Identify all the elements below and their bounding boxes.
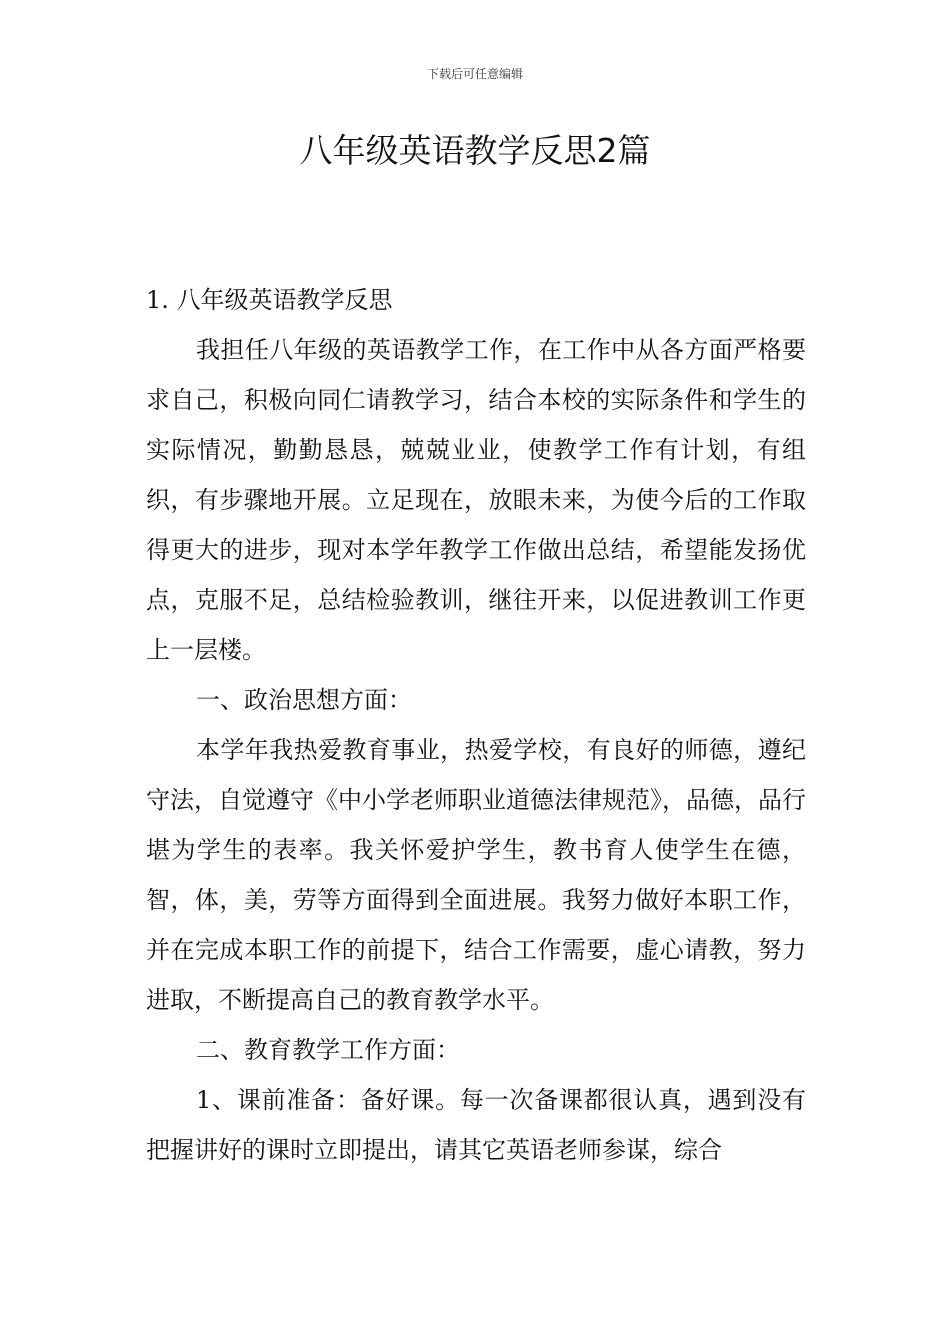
paragraph-politics: 本学年我热爱教育事业，热爱学校，有良好的师德，遵纪守法，自觉遵守《中小学老师职业道德法律规范》，品德，品行堪为学生的表率。我关怀爱护学生，教书育人使学生在德，智，体，美，劳等方面得到全面进展。我努力做好本职工作，并在完成本职工作的前提下，结合工作需要，虚心请教，努力进取，不断提高自己的教育教学水平。 — [146, 736, 806, 1014]
header-note: 下载后可任意编辑 — [426, 67, 523, 81]
paragraph-heading-politics: 一、政治思想方面： — [196, 686, 412, 714]
document-title: 八年级英语教学反思2篇 — [299, 131, 651, 170]
paragraph-intro: 我担任八年级的英语教学工作，在工作中从各方面严格要求自己，积极向同仁请教学习，结合本校的实际条件和学生的实际情况，勤勤恳恳，兢兢业业，使教学工作有计划，有组织，有步骤地开展。立足现在，放眼未来，为使今后的工作取得更大的进步，现对本学年教学工作做出总结，希望能发扬优点，克服不足，总结检验教训，继往开来，以促进教训工作更上一层楼。 — [146, 336, 806, 664]
document-body — [146, 275, 806, 1175]
paragraph-heading-teaching: 二、教育教学工作方面： — [196, 1036, 460, 1064]
section-heading: 1. 八年级英语教学反思 — [146, 286, 393, 314]
paragraph-lesson-prep: 1、课前准备：备好课。每一次备课都很认真，遇到没有把握讲好的课时立即提出，请其它英语老师参谋，综合 — [146, 1086, 806, 1164]
